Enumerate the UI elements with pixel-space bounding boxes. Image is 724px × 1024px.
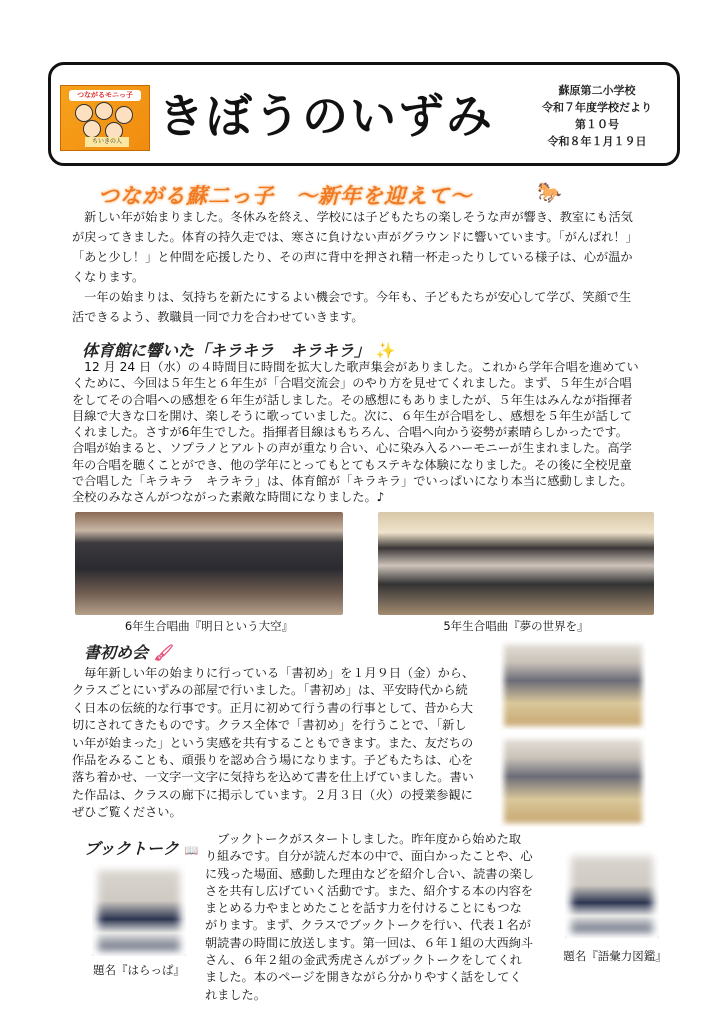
caption-booktalk-2: 題名『語彙力図鑑』 (563, 949, 667, 963)
text-line: た作品は、クラスの廊下に掲示しています。２月３日（火）の授業参観に (72, 787, 473, 802)
issue-info (522, 82, 672, 150)
text-line: ブックトークがスタートしました。昨年度から始めた取 (205, 832, 522, 846)
text-line: り組みです。自分が読んだ本の中で、面白かったことや、心 (205, 849, 533, 864)
newsletter-title: きぼうのいずみ (158, 89, 494, 143)
booktalk-heading (84, 836, 198, 859)
photo-calligraphy-2 (500, 735, 646, 827)
text-line: さん、６年２組の金武秀虎さんがブックトークをしてくれ (205, 953, 522, 968)
text-line: くなります。 (72, 270, 145, 284)
photo-calligraphy-1 (500, 640, 646, 730)
issue-date: 令和８年１月１９日 (547, 135, 647, 148)
text-line: 新しい年が始まりました。冬休みを終え、学校には子どもたちの楽しそうな声が響き、教室にも活気 (72, 210, 633, 224)
newsletter-name: 令和７年度学校だより (542, 101, 652, 114)
caption-6th-grade: 6年生合唱曲『明日という大空』 (124, 619, 294, 633)
book-icon: 📖 (184, 844, 199, 857)
text-line: 朝読書の時間に放送します。第一回は、６年１組の大西絢斗 (205, 935, 534, 950)
booktalk-heading-text: ブックトーク (84, 839, 179, 858)
text-line: い年が始まった」という実感を共有することもできます。また、友だちの (72, 735, 474, 750)
choir-paragraph (72, 359, 639, 506)
text-line: がります。まず、クラスでブックトークを行い、代表１名が (205, 918, 531, 933)
text-line: まとめる力やまとめたことを話す力を付けることにもつな (205, 901, 522, 916)
text-line: 落ち着かせ、一文字一文字に気持ちを込めて書を仕上げていました。書い (72, 770, 474, 785)
text-line: 目線で大きな口を開け、楽しそうに歌っていました。次に、６年生が合唱をし、感想を５年生が話して (72, 408, 633, 423)
face-icon (83, 120, 101, 138)
photo-booktalk-student-1 (92, 864, 186, 956)
text-line: ぜひご覧ください。 (72, 805, 182, 820)
caption-5th-grade: 5年生合唱曲『夢の世界を』 (443, 619, 589, 633)
text-line: 全校のみなさんがつながった素敵な時間になりました。♪ (72, 490, 385, 505)
face-icon (95, 102, 113, 120)
text-line: ました。本のページを開きながら分かりやすく話をしてく (205, 970, 522, 985)
choir-heading-text: 体育館に響いた「キラキラ キラキラ」 (82, 341, 371, 360)
text-line: 12 月 24 日（水）の４時間目に時間を拡大した歌声集会がありました。これから学年合唱を進めてい (72, 360, 639, 374)
photo-booktalk-student-2 (565, 850, 659, 938)
text-line: 一年の始まりは、気持ちを新たにするよい機会です。今年も、子どもたちが安心して学び、笑顔で生 (72, 290, 632, 304)
issue-number: 第１０号 (575, 118, 619, 131)
text-line: に残った場面、感動した理由などを紹介し合い、読書の楽し (205, 866, 535, 881)
text-line: が戻ってきました。体育の持久走では、寒さに負けない声がグラウンドに響いています。「がんばれ！」 (72, 230, 638, 244)
text-line: 合唱が始まると、ソプラノとアルトの声が重なり合い、心に染み入るハーモニーが生まれました。高学 (72, 441, 632, 456)
logo-illustration (60, 85, 150, 151)
text-line: くれました。さすが6年生でした。指揮者目線はもちろん、合唱へ向かう姿勢が素晴らしかったです。 (72, 425, 628, 440)
photo-6th-grade-choir (75, 512, 343, 615)
text-line: 切にされてきたものです。クラス全体で「書初め」を行うことで、「新し (72, 718, 467, 733)
face-icon (115, 106, 133, 124)
choir-heading (82, 338, 396, 361)
sparkle-icon: ✨ (375, 341, 396, 360)
logo-banner: つながるモニっ子 (69, 90, 141, 101)
text-line: 年の合唱を聴くことができ、他の学年にとってもとてもステキな体験になりました。その後に全校児童 (72, 457, 632, 472)
calligraphy-heading-text: 書初め会 (84, 643, 149, 662)
calligraphy-paragraph (72, 665, 474, 822)
intro-paragraph (72, 207, 638, 327)
text-line: クラスごとにいずみの部屋で行いました。「書初め」は、平安時代から続 (72, 683, 468, 698)
horse-icon: 🐎 (537, 180, 562, 204)
text-line: く日本の伝統的な行事です。正月に初めて行う書の行事として、昔から大 (72, 700, 473, 715)
logo-footer: ちいきの人 (85, 137, 129, 147)
text-line: 「あと少し！」と仲間を応援したり、その声に背中を押され精一杯走ったりしている様子は、心が温か (72, 250, 633, 264)
text-line: 活できるよう、教職員一同で力を合わせていきます。 (72, 310, 364, 324)
main-headline: つながる蘇二っ子 ～新年を迎えて～ (98, 184, 472, 208)
photo-5th-grade-choir (378, 512, 654, 615)
text-line: くために、今回は５年生と６年生が「合唱交流会」のやり方を見せてくれました。まず、５年生が合唱 (72, 376, 632, 391)
caption-booktalk-1: 題名『はらっぱ』 (93, 963, 185, 977)
school-name: 蘇原第二小学校 (558, 84, 636, 97)
calligraphy-heading (84, 640, 174, 663)
text-line: 作品をみることも、頑張りを認め合う場になります。子どもたちは、心を (72, 753, 474, 768)
text-line: 毎年新しい年の始まりに行っている「書初め」を１月９日（金）から、 (72, 666, 475, 680)
booktalk-paragraph (205, 831, 534, 1004)
text-line: さを共有し広げていく活動です。また、紹介する本の内容を (205, 883, 534, 898)
text-line: で合唱した「キラキラ キラキラ」は、体育館が「キラキラ」でいっぱいになり本当に感動しました。 (72, 474, 633, 489)
text-line: をしてその合唱への感想を６年生が話しました。その感想にもありましたが、５年生はみんなが指揮者 (72, 392, 633, 407)
brush-icon: 🖌 (153, 643, 174, 662)
text-line: れました。 (205, 987, 266, 1002)
